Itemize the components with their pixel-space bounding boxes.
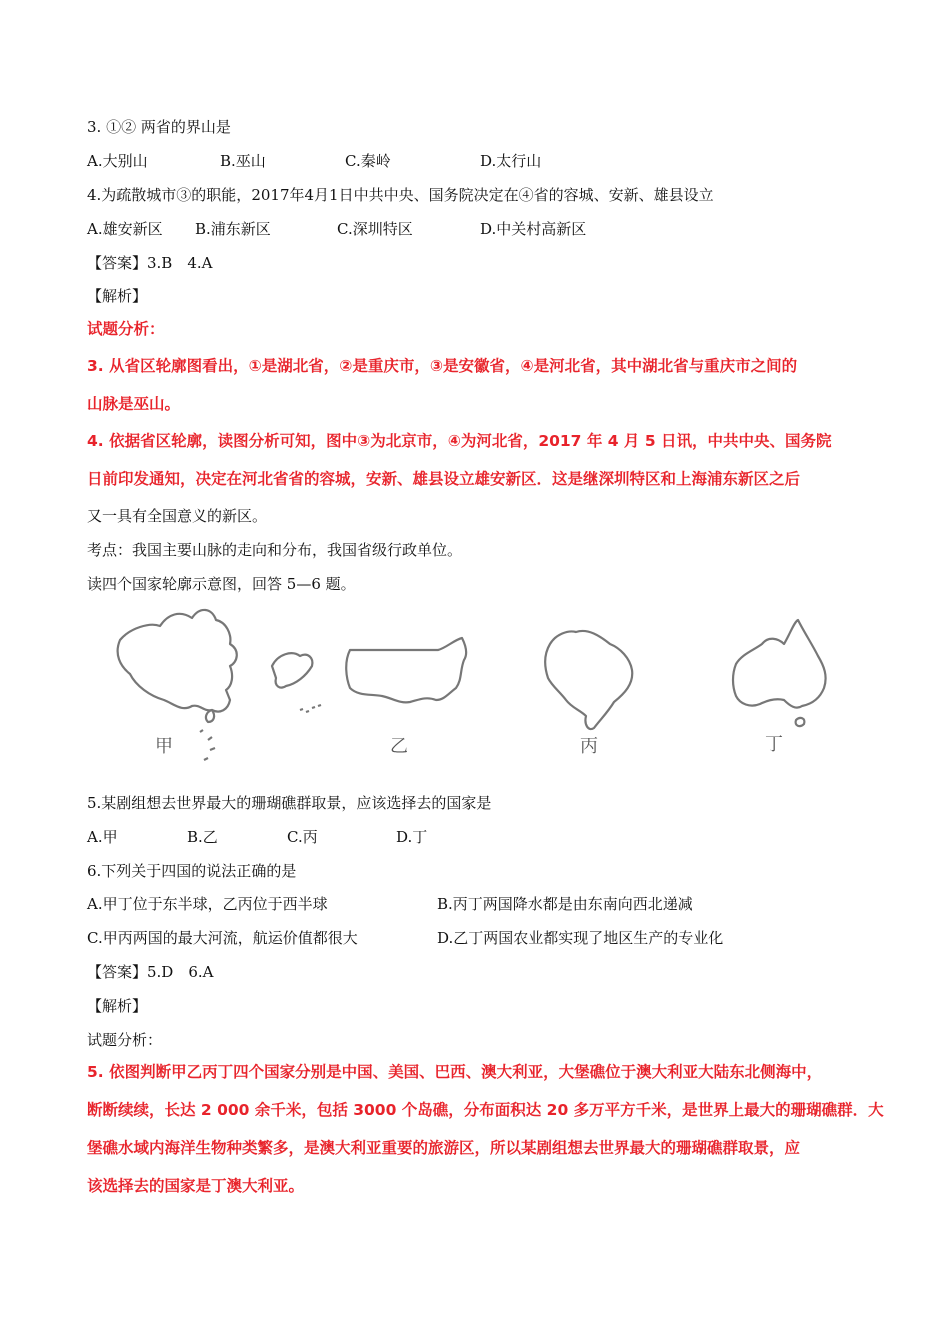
q4-option-d: D.中关村高新区 <box>480 220 587 238</box>
q3-option-b: B.巫山 <box>220 152 266 170</box>
q3-option-c: C.秦岭 <box>345 152 391 170</box>
q6-stem: 6.下列关于四国的说法正确的是 <box>87 862 297 880</box>
map-label-yi: 乙 <box>390 736 408 757</box>
analysis-subtitle-1: 试题分析： <box>87 320 165 338</box>
answer-block-2: 【答案】5.D 6.A <box>87 963 214 981</box>
kaodian: 考点：我国主要山脉的走向和分布，我国省级行政单位。 <box>87 541 463 559</box>
q4-option-b: B.浦东新区 <box>195 220 271 238</box>
explanation-5-line-4: 该选择去的国家是丁澳大利亚。 <box>87 1177 305 1195</box>
analysis-subtitle-2: 试题分析： <box>87 1031 163 1049</box>
q4-option-c: C.深圳特区 <box>337 220 413 238</box>
explanation-4-line-3: 又一具有全国意义的新区。 <box>87 507 268 525</box>
map-label-ding: 丁 <box>765 734 783 755</box>
explanation-3-line-1: 3. 从省区轮廓图看出，①是湖北省，②是重庆市，③是安徽省，④是河北省，其中湖北省与重庆市之间的 <box>87 357 798 375</box>
explanation-5-line-3: 堡礁水域内海洋生物种类繁多，是澳大利亚重要的旅游区，所以某剧组想去世界最大的珊瑚礁群取景，应 <box>87 1139 801 1157</box>
q5-option-b: B.乙 <box>187 828 218 846</box>
q5-stem: 5.某剧组想去世界最大的珊瑚礁群取景，应该选择去的国家是 <box>87 794 492 812</box>
q5-option-c: C.丙 <box>287 828 318 846</box>
q4-option-a: A.雄安新区 <box>87 220 163 238</box>
q6-option-a: A.甲丁位于东半球，乙丙位于西半球 <box>87 895 328 913</box>
china-outline <box>118 610 237 760</box>
q3-stem: 3. ①② 两省的界山是 <box>87 118 231 136</box>
map-intro: 读四个国家轮廓示意图，回答 5—6 题。 <box>87 575 356 593</box>
q3-option-d: D.太行山 <box>480 152 542 170</box>
q6-option-d: D.乙丁两国农业都实现了地区生产的专业化 <box>437 929 724 947</box>
q4-stem: 4.为疏散城市③的职能，2017年4月1日中共中央、国务院决定在④省的容城、安新、雄县设立 <box>87 186 714 204</box>
q3-option-a: A.大别山 <box>87 152 148 170</box>
explanation-3-line-2: 山脉是巫山。 <box>87 395 181 413</box>
map-label-jia: 甲 <box>155 736 173 757</box>
answer-block-1: 【答案】3.B 4.A <box>87 254 213 272</box>
q6-option-c: C.甲丙两国的最大河流，航运价值都很大 <box>87 929 358 947</box>
analysis-label-1: 【解析】 <box>87 287 148 305</box>
q6-option-b: B.丙丁两国降水都是由东南向西北递减 <box>437 895 693 913</box>
map-label-bing: 丙 <box>580 736 598 757</box>
explanation-5-line-2: 断断续续，长达 2 000 余千米，包括 3000 个岛礁，分布面积达 20 多万平方千米，是世界上最大的珊瑚礁群．大 <box>87 1101 884 1119</box>
brazil-outline <box>545 631 632 729</box>
explanation-4-line-1: 4. 依据省区轮廓，读图分析可知，图中③为北京市，④为河北省，2017 年 4 月 5 日讯，中共中央、国务院 <box>87 432 832 450</box>
q5-option-d: D.丁 <box>396 828 428 846</box>
explanation-5-line-1: 5. 依图判断甲乙丙丁四个国家分别是中国、美国、巴西、澳大利亚，大堡礁位于澳大利亚大陆东北侧海中， <box>87 1063 823 1081</box>
australia-outline <box>733 620 826 726</box>
analysis-label-2: 【解析】 <box>87 997 148 1015</box>
explanation-4-line-2: 日前印发通知，决定在河北省省的容城，安新、雄县设立雄安新区．这是继深圳特区和上海浦东新区之后 <box>87 470 801 488</box>
q5-option-a: A.甲 <box>87 828 118 846</box>
usa-outline <box>272 638 466 712</box>
country-outline-figure <box>100 600 840 780</box>
